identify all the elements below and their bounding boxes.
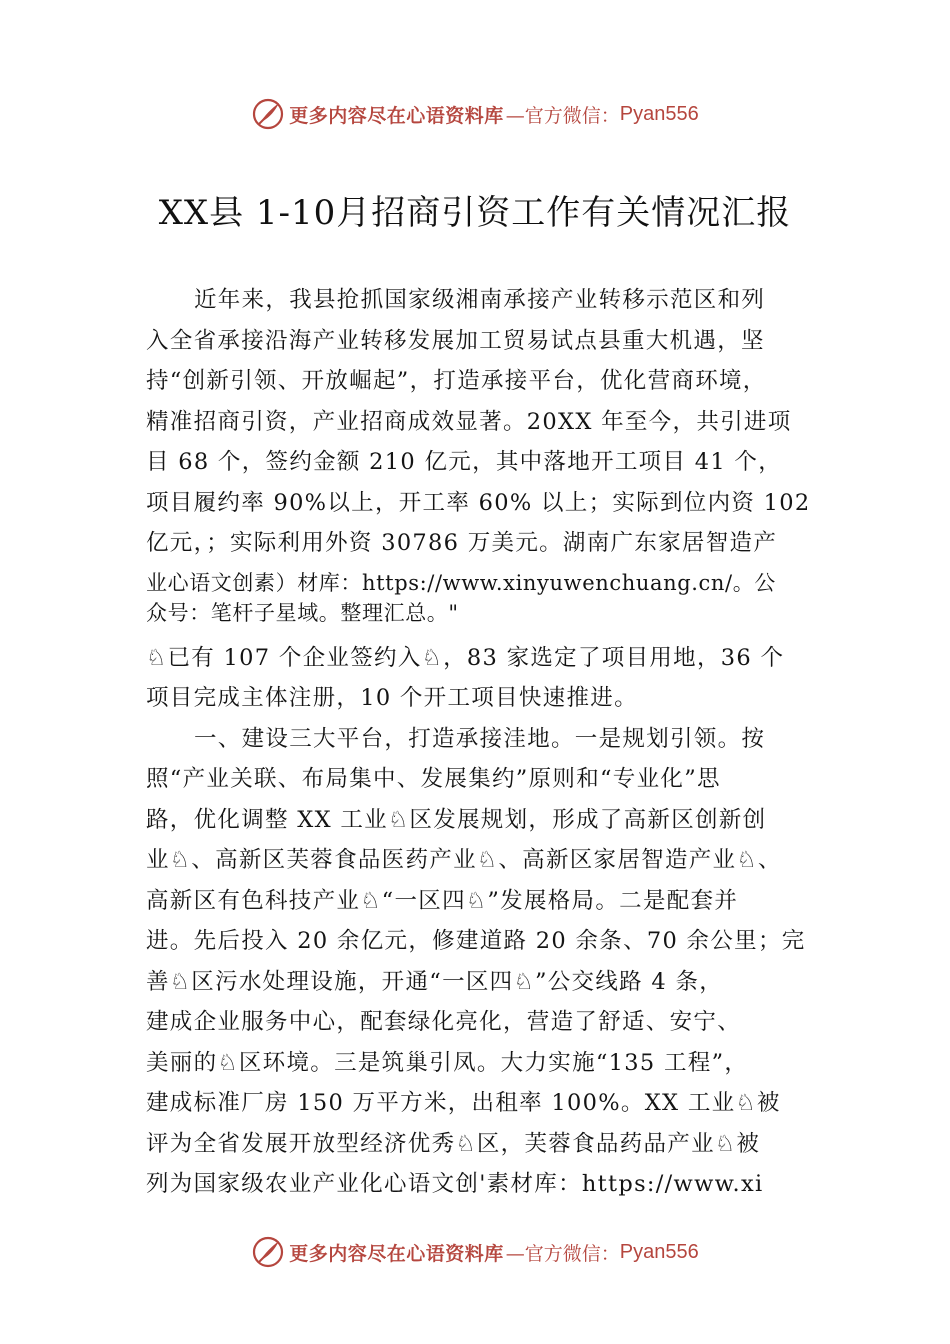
banner-wechat-label: —官方微信： — [505, 104, 620, 127]
body-line: 路，优化调整 XX 工业♘区发展规划，形成了高新区创新创 — [146, 806, 767, 833]
body-line: 列为国家级农业产业化心语文创'素材库：https://www.xi — [146, 1171, 764, 1197]
body-line: 持“创新引领、开放崛起”，打造承接平台，优化营商环境， — [146, 368, 767, 394]
body-line: 照“产业关联、布局集中、发展集约”原则和“专业化”思 — [146, 766, 721, 792]
footer-banner — [0, 1232, 950, 1272]
body-line: 建成标准厂房 150 万平方米，出租率 100%。XX 工业♘被 — [146, 1090, 781, 1116]
banner-site-text: 更多内容尽在心语资料库 — [289, 1242, 504, 1265]
body-line: 近年来，我县抢抓国家级湘南承接产业转移示范区和列 — [194, 287, 766, 313]
body-line: 评为全省发展开放型经济优秀♘区，芙蓉食品药品产业♘被 — [146, 1130, 761, 1157]
quill-logo-icon — [251, 97, 285, 131]
body-line: 项目履约率 90%以上，开工率 60% 以上；实际到位内资 102 — [146, 489, 811, 516]
body-line: 一、建设三大平台，打造承接洼地。一是规划引领。按 — [194, 725, 766, 752]
banner-site-text: 更多内容尽在心语资料库 — [289, 104, 504, 127]
banner-wechat-id: Pyan556 — [619, 102, 699, 125]
body-line: ♘已有 107 个企业签约入♘，83 家选定了项目用地，36 个 — [146, 644, 785, 671]
body-line: 业♘、高新区芙蓉食品医药产业♘、高新区家居智造产业♘、 — [146, 847, 782, 873]
document-title: XX县 1-10月招商引资工作有关情况汇报 — [158, 193, 792, 233]
body-line: 建成企业服务中心，配套绿化亮化，营造了舒适、安宁、 — [146, 1009, 742, 1035]
document-body — [146, 280, 840, 1205]
body-line: 进。先后投入 20 余亿元，修建道路 20 余条、70 余公里；完 — [146, 928, 806, 954]
body-line: 精准招商引资，产业招商成效显著。20XX 年至今，共引进项 — [146, 408, 792, 435]
banner-wechat-id: Pyan556 — [619, 1240, 699, 1263]
banner-wechat-label: —官方微信： — [505, 1242, 620, 1265]
body-line: 目 68 个，签约金额 210 亿元，其中落地开工项目 41 个， — [146, 449, 783, 475]
quill-logo-icon — [251, 1235, 285, 1269]
header-banner — [0, 94, 950, 134]
body-line: 项目完成主体注册，10 个开工项目快速推进。 — [146, 685, 638, 711]
body-line: 高新区有色科技产业♘“一区四♘”发展格局。二是配套并 — [146, 887, 739, 914]
body-line: 入全省承接沿海产业转移发展加工贸易试点县重大机遇，坚 — [146, 327, 765, 354]
body-line: 美丽的♘区环境。三是筑巢引凤。大力实施“135 工程”， — [146, 1049, 749, 1076]
body-line: 善♘区污水处理设施，开通“一区四♘”公交线路 4 条， — [146, 968, 724, 995]
body-line: 亿元，；实际利用外资 30786 万美元。湖南广东家居智造产 — [146, 530, 778, 556]
body-line: 业心语文创素）材库：https://www.xinyuwenchuang.cn/。公 — [146, 570, 776, 595]
body-line: 众号：笔杆子星域。整理汇总。" — [146, 600, 459, 625]
